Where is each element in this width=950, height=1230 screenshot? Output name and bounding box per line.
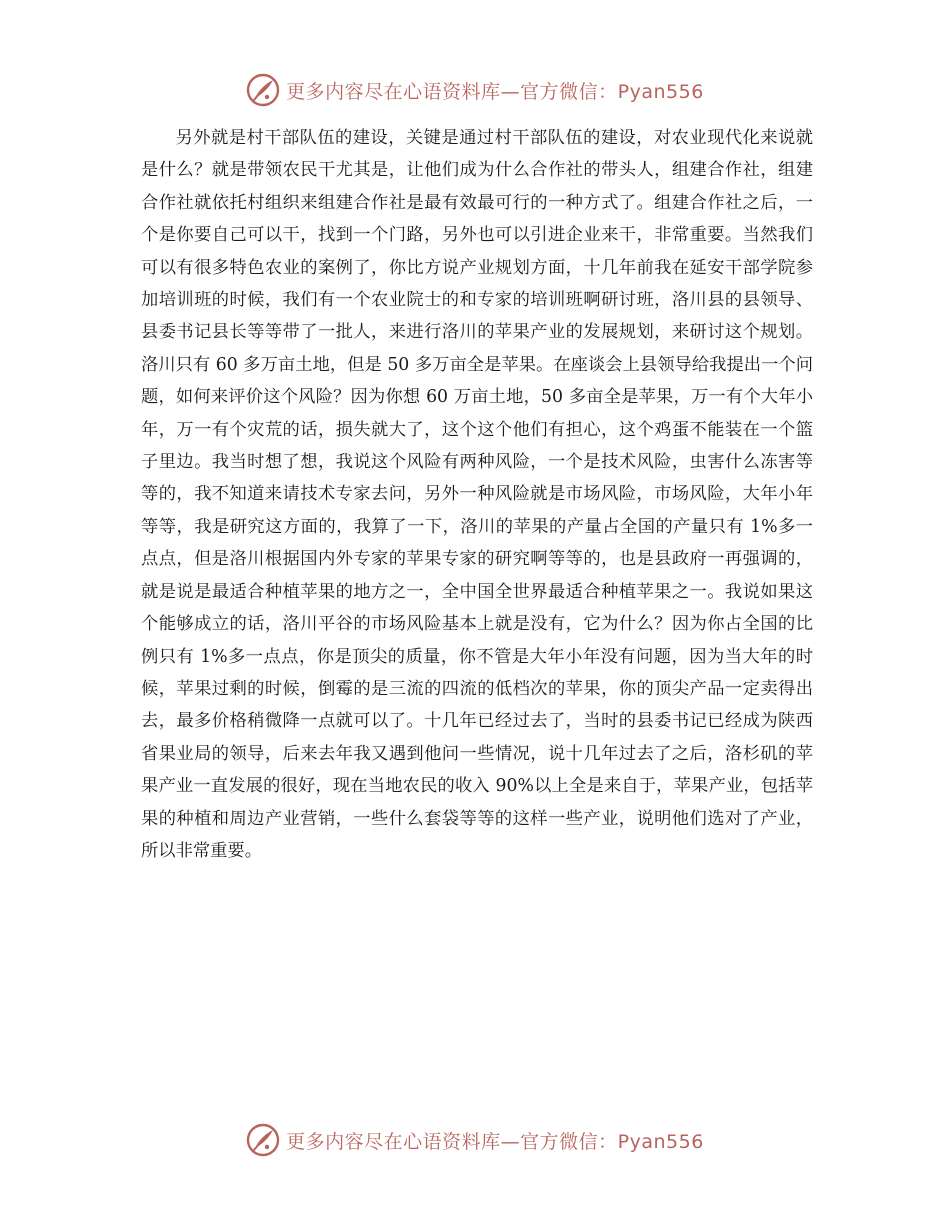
quill-pen-logo-icon	[246, 1123, 280, 1157]
footer-banner	[0, 1120, 950, 1160]
header-banner	[0, 70, 950, 110]
body-paragraph: 另外就是村干部队伍的建设，关键是通过村干部队伍的建设，对农业现代化来说就是什么？就是带领农民干尤其是，让他们成为什么合作社的带头人，组建合作社，组建合作社就依托村组织来组建合作社是最有效最可行的一种方式了。组建合作社之后，一个是你要自己可以干，找到一个门路，另外也可以引进企业来干，非常重要。当然我们可以有很多特色农业的案例了，你比方说产业规划方面，十几年前我在延安干部学院参加培训班的时候，我们有一个农业院士的和专家的培训班啊研讨班，洛川县的县领导、县委书记县长等等带了一批人，来进行洛川的苹果产业的发展规划，来研讨这个规划。洛川只有 60 多万亩土地，但是 50 多万亩全是苹果。在座谈会上县领导给我提出一个问题，如何来评价这个风险？因为你想 60 万亩土地，50 多亩全是苹果，万一有个大年小年，万一有个灾荒的话，损失就大了，这个这个他们有担心，这个鸡蛋不能装在一个篮子里边。我当时想了想，我说这个风险有两种风险，一个是技术风险，虫害什么冻害等等的，我不知道来请技术专家去问，另外一种风险就是市场风险，市场风险，大年小年等等，我是研究这方面的，我算了一下，洛川的苹果的产量占全国的产量只有 1%多一点点，但是洛川根据国内外专家的苹果专家的研究啊等等的，也是县政府一再强调的，就是说是最适合种植苹果的地方之一，全中国全世界最适合种植苹果之一。我说如果这个能够成立的话，洛川平谷的市场风险基本上就是没有，它为什么？因为你占全国的比例只有 1%多一点点，你是顶尖的质量，你不管是大年小年没有问题，因为当大年的时候，苹果过剩的时候，倒霉的是三流的四流的低档次的苹果，你的顶尖产品一定卖得出去，最多价格稍微降一点就可以了。十几年已经过去了，当时的县委书记已经成为陕西省果业局的领导，后来去年我又遇到他问一些情况，说十几年过去了之后，洛杉矶的苹果产业一直发展的很好，现在当地农民的收入 90%以上全是来自于，苹果产业，包括苹果的种植和周边产业营销，一些什么套袋等等的这样一些产业，说明他们选对了产业，所以非常重要。	[141, 128, 813, 861]
header-banner-text: 更多内容尽在心语资料库—官方微信：Pyan556	[286, 80, 704, 103]
footer-banner-text: 更多内容尽在心语资料库—官方微信：Pyan556	[286, 1130, 704, 1153]
quill-pen-logo-icon	[246, 73, 280, 107]
